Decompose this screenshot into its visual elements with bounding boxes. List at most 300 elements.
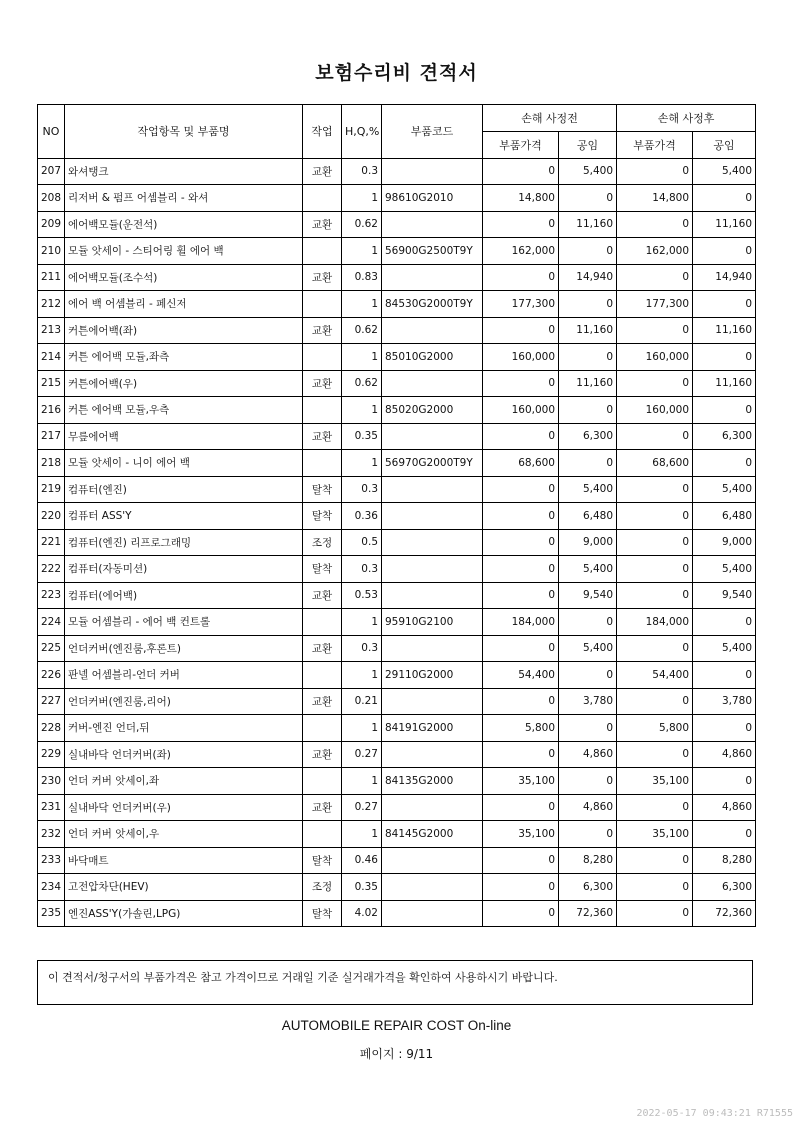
cell-before-labor: 72,360 bbox=[559, 900, 617, 927]
table-row bbox=[38, 344, 756, 371]
header-before-labor: 공임 bbox=[559, 132, 617, 159]
cell-after-price: 160,000 bbox=[617, 397, 693, 424]
page-number: 페이지 : 9/11 bbox=[359, 1047, 434, 1061]
notice-text: 이 견적서/청구서의 부품가격은 참고 가격이므로 거래일 기준 실거래가격을 확인하여 사용하시기 바랍니다. bbox=[48, 971, 558, 984]
cell-hq: 0.27 bbox=[342, 794, 382, 821]
cell-before-labor: 0 bbox=[559, 450, 617, 477]
cell-no: 224 bbox=[38, 609, 65, 636]
cell-after-price: 0 bbox=[617, 741, 693, 768]
cell-work bbox=[303, 662, 342, 689]
cell-part-code bbox=[382, 211, 483, 238]
cell-after-price: 162,000 bbox=[617, 238, 693, 265]
cell-before-labor: 5,400 bbox=[559, 635, 617, 662]
cell-no: 211 bbox=[38, 264, 65, 291]
cell-before-price: 14,800 bbox=[483, 185, 559, 212]
table-row bbox=[38, 238, 756, 265]
cell-hq: 1 bbox=[342, 450, 382, 477]
cell-after-labor: 0 bbox=[693, 450, 756, 477]
cell-after-labor: 0 bbox=[693, 715, 756, 742]
notice-box bbox=[37, 960, 753, 1005]
cell-before-price: 0 bbox=[483, 158, 559, 185]
cell-work: 탈착 bbox=[303, 847, 342, 874]
header-code: 부품코드 bbox=[382, 105, 483, 159]
cell-after-price: 5,800 bbox=[617, 715, 693, 742]
cell-item-name: 모듈 앗세이 - 스티어링 휠 에어 백 bbox=[65, 238, 303, 265]
cell-no: 229 bbox=[38, 741, 65, 768]
cell-part-code bbox=[382, 688, 483, 715]
cell-after-labor: 6,300 bbox=[693, 874, 756, 901]
table-row bbox=[38, 423, 756, 450]
cell-part-code: 95910G2100 bbox=[382, 609, 483, 636]
cell-before-labor: 6,480 bbox=[559, 503, 617, 530]
cell-before-price: 54,400 bbox=[483, 662, 559, 689]
cell-hq: 0.35 bbox=[342, 423, 382, 450]
cell-part-code: 56970G2000T9Y bbox=[382, 450, 483, 477]
table-body bbox=[38, 158, 756, 927]
cell-no: 207 bbox=[38, 158, 65, 185]
cell-part-code: 56900G2500T9Y bbox=[382, 238, 483, 265]
table-row bbox=[38, 715, 756, 742]
cell-before-price: 0 bbox=[483, 635, 559, 662]
cell-before-price: 0 bbox=[483, 874, 559, 901]
cell-before-price: 0 bbox=[483, 211, 559, 238]
cell-item-name: 에어백모듈(운전석) bbox=[65, 211, 303, 238]
cell-work: 교환 bbox=[303, 317, 342, 344]
cell-work bbox=[303, 238, 342, 265]
cell-before-price: 5,800 bbox=[483, 715, 559, 742]
header-before-price: 부품가격 bbox=[483, 132, 559, 159]
cell-hq: 0.3 bbox=[342, 635, 382, 662]
cell-part-code: 85020G2000 bbox=[382, 397, 483, 424]
cell-part-code: 84191G2000 bbox=[382, 715, 483, 742]
cell-part-code bbox=[382, 317, 483, 344]
cell-part-code bbox=[382, 264, 483, 291]
cell-hq: 0.21 bbox=[342, 688, 382, 715]
table-row bbox=[38, 794, 756, 821]
cell-part-code: 98610G2010 bbox=[382, 185, 483, 212]
cell-no: 222 bbox=[38, 556, 65, 583]
cell-after-labor: 72,360 bbox=[693, 900, 756, 927]
cell-work: 탈착 bbox=[303, 503, 342, 530]
header-work: 작업 bbox=[303, 105, 342, 159]
cell-hq: 0.3 bbox=[342, 556, 382, 583]
cell-work: 조정 bbox=[303, 874, 342, 901]
table-row bbox=[38, 291, 756, 318]
cell-work: 탈착 bbox=[303, 900, 342, 927]
cell-no: 235 bbox=[38, 900, 65, 927]
cell-item-name: 실내바닥 언더커버(좌) bbox=[65, 741, 303, 768]
cell-before-price: 0 bbox=[483, 582, 559, 609]
cell-before-labor: 5,400 bbox=[559, 476, 617, 503]
cell-after-price: 0 bbox=[617, 264, 693, 291]
cell-part-code bbox=[382, 900, 483, 927]
cell-item-name: 모듈 어셈블리 - 에어 백 컨트롤 bbox=[65, 609, 303, 636]
cell-work bbox=[303, 609, 342, 636]
cell-item-name: 엔진ASS'Y(가솔린,LPG) bbox=[65, 900, 303, 927]
cell-before-price: 0 bbox=[483, 529, 559, 556]
cell-after-labor: 11,160 bbox=[693, 317, 756, 344]
cell-before-price: 0 bbox=[483, 741, 559, 768]
table-row bbox=[38, 635, 756, 662]
cell-part-code bbox=[382, 423, 483, 450]
cell-hq: 0.5 bbox=[342, 529, 382, 556]
header-item: 작업항목 및 부품명 bbox=[65, 105, 303, 159]
cell-after-price: 0 bbox=[617, 503, 693, 530]
cell-item-name: 커튼에어백(우) bbox=[65, 370, 303, 397]
cell-hq: 0.62 bbox=[342, 211, 382, 238]
header-before: 손해 사정전 bbox=[483, 105, 617, 132]
cell-after-price: 0 bbox=[617, 158, 693, 185]
cell-hq: 1 bbox=[342, 238, 382, 265]
cell-after-price: 0 bbox=[617, 370, 693, 397]
cell-part-code bbox=[382, 582, 483, 609]
cell-before-price: 184,000 bbox=[483, 609, 559, 636]
cell-before-labor: 0 bbox=[559, 715, 617, 742]
cell-after-labor: 0 bbox=[693, 185, 756, 212]
cell-item-name: 컴퓨터(자동미션) bbox=[65, 556, 303, 583]
cell-after-price: 0 bbox=[617, 635, 693, 662]
cell-no: 221 bbox=[38, 529, 65, 556]
cell-hq: 0.36 bbox=[342, 503, 382, 530]
cell-part-code: 84135G2000 bbox=[382, 768, 483, 795]
cell-no: 215 bbox=[38, 370, 65, 397]
cell-part-code bbox=[382, 370, 483, 397]
table-row bbox=[38, 847, 756, 874]
cell-part-code bbox=[382, 158, 483, 185]
cell-item-name: 컴퓨터(에어백) bbox=[65, 582, 303, 609]
cell-work: 교환 bbox=[303, 370, 342, 397]
cell-after-labor: 0 bbox=[693, 821, 756, 848]
cell-after-price: 0 bbox=[617, 529, 693, 556]
cell-before-price: 160,000 bbox=[483, 397, 559, 424]
table-row bbox=[38, 503, 756, 530]
cell-before-labor: 0 bbox=[559, 344, 617, 371]
table-row bbox=[38, 529, 756, 556]
cell-hq: 1 bbox=[342, 715, 382, 742]
cell-after-labor: 0 bbox=[693, 291, 756, 318]
header-after-labor: 공임 bbox=[693, 132, 756, 159]
cell-after-price: 35,100 bbox=[617, 768, 693, 795]
cell-no: 210 bbox=[38, 238, 65, 265]
cell-before-labor: 8,280 bbox=[559, 847, 617, 874]
cell-before-labor: 0 bbox=[559, 397, 617, 424]
cell-after-labor: 0 bbox=[693, 662, 756, 689]
cell-before-labor: 9,540 bbox=[559, 582, 617, 609]
cell-work: 교환 bbox=[303, 688, 342, 715]
cell-hq: 4.02 bbox=[342, 900, 382, 927]
cell-item-name: 모듈 앗세이 - 니이 에어 백 bbox=[65, 450, 303, 477]
cell-before-price: 35,100 bbox=[483, 821, 559, 848]
cell-after-labor: 0 bbox=[693, 397, 756, 424]
cell-after-price: 0 bbox=[617, 794, 693, 821]
cell-after-labor: 5,400 bbox=[693, 635, 756, 662]
cell-no: 232 bbox=[38, 821, 65, 848]
cell-part-code: 84145G2000 bbox=[382, 821, 483, 848]
cell-before-price: 0 bbox=[483, 264, 559, 291]
cell-work: 교환 bbox=[303, 794, 342, 821]
cell-item-name: 에어백모듈(조수석) bbox=[65, 264, 303, 291]
cell-no: 213 bbox=[38, 317, 65, 344]
cell-work: 조정 bbox=[303, 529, 342, 556]
cell-before-labor: 0 bbox=[559, 238, 617, 265]
cell-work bbox=[303, 397, 342, 424]
cell-no: 216 bbox=[38, 397, 65, 424]
cell-after-labor: 6,300 bbox=[693, 423, 756, 450]
cell-item-name: 고전압차단(HEV) bbox=[65, 874, 303, 901]
cell-no: 234 bbox=[38, 874, 65, 901]
cell-work: 교환 bbox=[303, 582, 342, 609]
cell-item-name: 언더 커버 앗세이,좌 bbox=[65, 768, 303, 795]
cell-after-price: 160,000 bbox=[617, 344, 693, 371]
cell-item-name: 컴퓨터 ASS'Y bbox=[65, 503, 303, 530]
cell-item-name: 언더커버(엔진룸,리어) bbox=[65, 688, 303, 715]
cell-before-price: 35,100 bbox=[483, 768, 559, 795]
cell-before-price: 160,000 bbox=[483, 344, 559, 371]
cell-hq: 1 bbox=[342, 185, 382, 212]
table-row bbox=[38, 900, 756, 927]
cell-after-price: 184,000 bbox=[617, 609, 693, 636]
cell-before-labor: 11,160 bbox=[559, 370, 617, 397]
cell-no: 217 bbox=[38, 423, 65, 450]
cell-after-labor: 5,400 bbox=[693, 556, 756, 583]
cell-hq: 1 bbox=[342, 344, 382, 371]
table-row bbox=[38, 582, 756, 609]
cell-after-labor: 5,400 bbox=[693, 158, 756, 185]
cell-part-code: 29110G2000 bbox=[382, 662, 483, 689]
cell-after-price: 0 bbox=[617, 874, 693, 901]
cell-work bbox=[303, 185, 342, 212]
cell-before-labor: 14,940 bbox=[559, 264, 617, 291]
cell-hq: 0.83 bbox=[342, 264, 382, 291]
cell-part-code: 84530G2000T9Y bbox=[382, 291, 483, 318]
cell-before-price: 162,000 bbox=[483, 238, 559, 265]
table-row bbox=[38, 609, 756, 636]
cell-hq: 1 bbox=[342, 397, 382, 424]
cell-item-name: 언더커버(엔진룸,후론트) bbox=[65, 635, 303, 662]
cell-before-price: 0 bbox=[483, 423, 559, 450]
cell-hq: 0.3 bbox=[342, 476, 382, 503]
table-row bbox=[38, 821, 756, 848]
table-row bbox=[38, 768, 756, 795]
cell-hq: 1 bbox=[342, 768, 382, 795]
cell-after-labor: 14,940 bbox=[693, 264, 756, 291]
cell-no: 227 bbox=[38, 688, 65, 715]
cell-after-labor: 9,000 bbox=[693, 529, 756, 556]
cell-hq: 0.3 bbox=[342, 158, 382, 185]
cell-hq: 0.62 bbox=[342, 370, 382, 397]
cell-before-labor: 0 bbox=[559, 662, 617, 689]
cell-before-labor: 4,860 bbox=[559, 794, 617, 821]
cell-after-price: 0 bbox=[617, 556, 693, 583]
cell-after-price: 0 bbox=[617, 317, 693, 344]
cell-before-price: 0 bbox=[483, 370, 559, 397]
cell-item-name: 실내바닥 언더커버(우) bbox=[65, 794, 303, 821]
cell-work bbox=[303, 291, 342, 318]
cell-after-labor: 9,540 bbox=[693, 582, 756, 609]
cell-work: 탈착 bbox=[303, 476, 342, 503]
cell-no: 219 bbox=[38, 476, 65, 503]
header-hq: H,Q,% bbox=[342, 105, 382, 159]
cell-after-labor: 0 bbox=[693, 609, 756, 636]
cell-before-labor: 3,780 bbox=[559, 688, 617, 715]
cell-before-price: 177,300 bbox=[483, 291, 559, 318]
cell-part-code bbox=[382, 794, 483, 821]
cell-work: 교환 bbox=[303, 423, 342, 450]
cell-item-name: 컴퓨터(엔진) 리프로그래밍 bbox=[65, 529, 303, 556]
cell-work: 교환 bbox=[303, 211, 342, 238]
cell-work: 탈착 bbox=[303, 556, 342, 583]
cell-no: 225 bbox=[38, 635, 65, 662]
cell-hq: 1 bbox=[342, 609, 382, 636]
cell-part-code bbox=[382, 635, 483, 662]
cell-no: 214 bbox=[38, 344, 65, 371]
cell-part-code bbox=[382, 476, 483, 503]
cell-item-name: 언더 커버 앗세이,우 bbox=[65, 821, 303, 848]
cell-after-price: 177,300 bbox=[617, 291, 693, 318]
brand-footer: AUTOMOBILE REPAIR COST On-line bbox=[281, 1018, 512, 1033]
document-title: 보험수리비 견적서 bbox=[315, 62, 478, 84]
cell-before-price: 68,600 bbox=[483, 450, 559, 477]
cell-before-labor: 6,300 bbox=[559, 874, 617, 901]
cell-before-labor: 11,160 bbox=[559, 317, 617, 344]
cell-after-labor: 5,400 bbox=[693, 476, 756, 503]
cell-work: 교환 bbox=[303, 635, 342, 662]
cell-work bbox=[303, 715, 342, 742]
cell-hq: 0.27 bbox=[342, 741, 382, 768]
cell-part-code bbox=[382, 503, 483, 530]
cell-part-code: 85010G2000 bbox=[382, 344, 483, 371]
cell-part-code bbox=[382, 847, 483, 874]
table-row bbox=[38, 370, 756, 397]
estimate-table bbox=[37, 104, 756, 927]
cell-no: 230 bbox=[38, 768, 65, 795]
cell-item-name: 커튼 에어백 모듈,우측 bbox=[65, 397, 303, 424]
cell-before-price: 0 bbox=[483, 794, 559, 821]
cell-hq: 0.46 bbox=[342, 847, 382, 874]
cell-before-price: 0 bbox=[483, 688, 559, 715]
table-row bbox=[38, 397, 756, 424]
table-row bbox=[38, 450, 756, 477]
header-after-price: 부품가격 bbox=[617, 132, 693, 159]
cell-no: 209 bbox=[38, 211, 65, 238]
cell-item-name: 커튼에어백(좌) bbox=[65, 317, 303, 344]
cell-item-name: 리저버 & 펌프 어셈블리 - 와셔 bbox=[65, 185, 303, 212]
print-timestamp: 2022-05-17 09:43:21 R71555 bbox=[636, 1108, 793, 1119]
cell-before-labor: 5,400 bbox=[559, 158, 617, 185]
cell-before-labor: 0 bbox=[559, 768, 617, 795]
cell-no: 218 bbox=[38, 450, 65, 477]
cell-after-labor: 0 bbox=[693, 344, 756, 371]
cell-after-labor: 0 bbox=[693, 238, 756, 265]
cell-after-price: 0 bbox=[617, 688, 693, 715]
cell-no: 231 bbox=[38, 794, 65, 821]
cell-work: 교환 bbox=[303, 264, 342, 291]
cell-no: 228 bbox=[38, 715, 65, 742]
cell-before-labor: 0 bbox=[559, 185, 617, 212]
cell-after-price: 0 bbox=[617, 582, 693, 609]
cell-part-code bbox=[382, 874, 483, 901]
cell-after-labor: 11,160 bbox=[693, 370, 756, 397]
cell-item-name: 커튼 에어백 모듈,좌측 bbox=[65, 344, 303, 371]
cell-hq: 0.53 bbox=[342, 582, 382, 609]
cell-item-name: 바닥매트 bbox=[65, 847, 303, 874]
cell-no: 226 bbox=[38, 662, 65, 689]
cell-after-labor: 0 bbox=[693, 768, 756, 795]
cell-before-price: 0 bbox=[483, 476, 559, 503]
cell-before-price: 0 bbox=[483, 503, 559, 530]
cell-no: 208 bbox=[38, 185, 65, 212]
cell-after-labor: 3,780 bbox=[693, 688, 756, 715]
cell-after-price: 0 bbox=[617, 423, 693, 450]
cell-after-labor: 4,860 bbox=[693, 794, 756, 821]
cell-work: 교환 bbox=[303, 158, 342, 185]
table-row bbox=[38, 317, 756, 344]
table-row bbox=[38, 476, 756, 503]
cell-after-labor: 6,480 bbox=[693, 503, 756, 530]
cell-part-code bbox=[382, 529, 483, 556]
cell-item-name: 에어 백 어셈블리 - 페신저 bbox=[65, 291, 303, 318]
table-row bbox=[38, 211, 756, 238]
cell-before-price: 0 bbox=[483, 847, 559, 874]
cell-before-labor: 6,300 bbox=[559, 423, 617, 450]
table-row bbox=[38, 662, 756, 689]
header-no: NO bbox=[38, 105, 65, 159]
cell-item-name: 커버-엔진 언더,뒤 bbox=[65, 715, 303, 742]
cell-item-name: 와셔탱크 bbox=[65, 158, 303, 185]
cell-before-labor: 0 bbox=[559, 821, 617, 848]
cell-before-labor: 5,400 bbox=[559, 556, 617, 583]
header-after: 손해 사정후 bbox=[617, 105, 756, 132]
cell-part-code bbox=[382, 741, 483, 768]
cell-after-labor: 4,860 bbox=[693, 741, 756, 768]
cell-before-labor: 9,000 bbox=[559, 529, 617, 556]
cell-before-labor: 11,160 bbox=[559, 211, 617, 238]
cell-before-price: 0 bbox=[483, 317, 559, 344]
cell-before-labor: 4,860 bbox=[559, 741, 617, 768]
cell-after-price: 0 bbox=[617, 476, 693, 503]
cell-work bbox=[303, 450, 342, 477]
cell-after-price: 54,400 bbox=[617, 662, 693, 689]
cell-after-labor: 11,160 bbox=[693, 211, 756, 238]
table-row bbox=[38, 741, 756, 768]
cell-work bbox=[303, 344, 342, 371]
table-row bbox=[38, 264, 756, 291]
cell-after-price: 0 bbox=[617, 900, 693, 927]
cell-before-price: 0 bbox=[483, 900, 559, 927]
cell-before-labor: 0 bbox=[559, 291, 617, 318]
cell-no: 220 bbox=[38, 503, 65, 530]
cell-no: 212 bbox=[38, 291, 65, 318]
cell-hq: 0.62 bbox=[342, 317, 382, 344]
cell-work bbox=[303, 768, 342, 795]
cell-hq: 0.35 bbox=[342, 874, 382, 901]
table-row bbox=[38, 688, 756, 715]
cell-item-name: 컴퓨터(엔진) bbox=[65, 476, 303, 503]
cell-work bbox=[303, 821, 342, 848]
cell-work: 교환 bbox=[303, 741, 342, 768]
cell-item-name: 판넬 어셈블리-언더 커버 bbox=[65, 662, 303, 689]
cell-after-price: 14,800 bbox=[617, 185, 693, 212]
cell-before-labor: 0 bbox=[559, 609, 617, 636]
cell-hq: 1 bbox=[342, 821, 382, 848]
table-row bbox=[38, 185, 756, 212]
cell-after-labor: 8,280 bbox=[693, 847, 756, 874]
table-row bbox=[38, 874, 756, 901]
cell-after-price: 0 bbox=[617, 847, 693, 874]
cell-after-price: 68,600 bbox=[617, 450, 693, 477]
cell-before-price: 0 bbox=[483, 556, 559, 583]
cell-no: 233 bbox=[38, 847, 65, 874]
